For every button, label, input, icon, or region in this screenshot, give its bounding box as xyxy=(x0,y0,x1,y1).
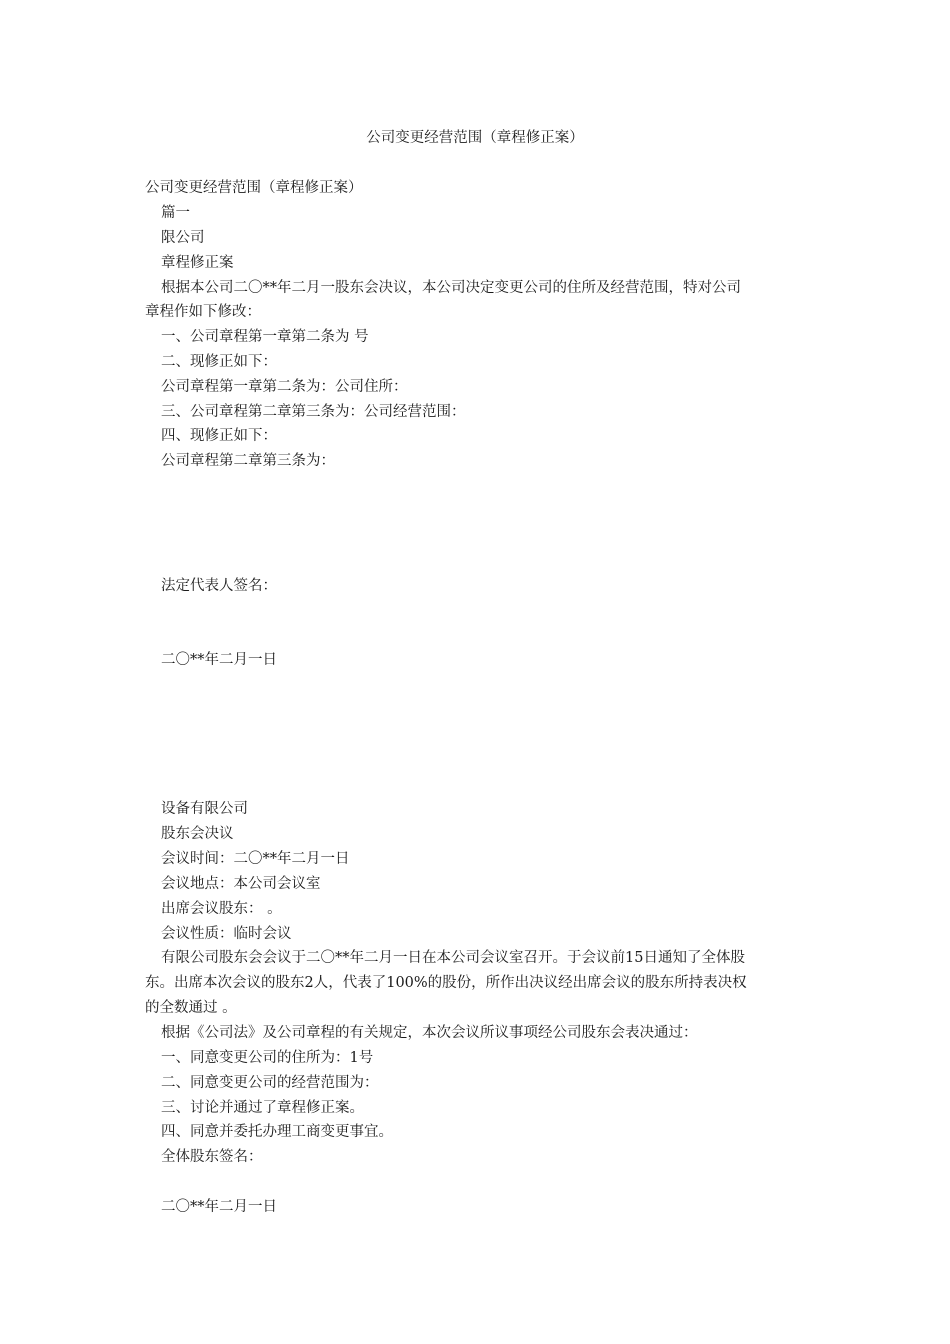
resolution-item-1: 一、同意变更公司的住所为：1号 xyxy=(161,1050,374,1066)
amendment-doc-name: 章程修正案 xyxy=(161,255,234,271)
amendment-part: 篇一 xyxy=(161,205,190,221)
resolution-signature: 全体股东签名： xyxy=(161,1149,263,1165)
amendment-item-1: 一、公司章程第一章第二条为 号 xyxy=(161,329,369,345)
resolution-company: 设备有限公司 xyxy=(161,801,248,817)
resolution-time: 会议时间：二〇**年二月一日 xyxy=(161,851,350,867)
amendment-item-3: 三、公司章程第二章第三条为：公司经营范围： xyxy=(161,404,466,420)
resolution-body-line-3: 的全数通过 。 xyxy=(145,1000,237,1016)
amendment-date: 二〇**年二月一日 xyxy=(161,652,277,668)
amendment-item-4-detail: 公司章程第二章第三条为： xyxy=(161,453,335,469)
amendment-item-2-detail: 公司章程第一章第二条为：公司住所： xyxy=(161,379,408,395)
resolution-doc-name: 股东会决议 xyxy=(161,826,234,842)
resolution-basis: 根据《公司法》及公司章程的有关规定，本次会议所议事项经公司股东会表决通过： xyxy=(161,1025,698,1041)
amendment-company: 限公司 xyxy=(161,230,205,246)
resolution-item-4: 四、同意并委托办理工商变更事宜。 xyxy=(161,1124,393,1140)
amendment-heading: 公司变更经营范围（章程修正案） xyxy=(145,180,363,196)
resolution-body-line-2: 东。出席本次会议的股东2人，代表了100%的股份，所作出决议经出席会议的股东所持表决权 xyxy=(145,975,747,991)
resolution-nature: 会议性质：临时会议 xyxy=(161,926,292,942)
document-title: 公司变更经营范围（章程修正案） xyxy=(366,130,584,146)
amendment-item-2: 二、现修正如下： xyxy=(161,354,277,370)
resolution-date: 二〇**年二月一日 xyxy=(161,1199,277,1215)
amendment-intro-line-1: 根据本公司二〇**年二月一股东会决议，本公司决定变更公司的住所及经营范围，特对公司 xyxy=(161,280,741,296)
resolution-attendees: 出席会议股东： 。 xyxy=(161,901,282,917)
resolution-item-3: 三、讨论并通过了章程修正案。 xyxy=(161,1100,364,1116)
resolution-place: 会议地点：本公司会议室 xyxy=(161,876,321,892)
amendment-item-4: 四、现修正如下： xyxy=(161,428,277,444)
resolution-item-2: 二、同意变更公司的经营范围为： xyxy=(161,1075,379,1091)
resolution-body-line-1: 有限公司股东会会议于二〇**年二月一日在本公司会议室召开。于会议前15日通知了全体股 xyxy=(161,950,745,966)
amendment-signature: 法定代表人签名： xyxy=(161,578,277,594)
amendment-intro-line-2: 章程作如下修改： xyxy=(145,304,261,320)
